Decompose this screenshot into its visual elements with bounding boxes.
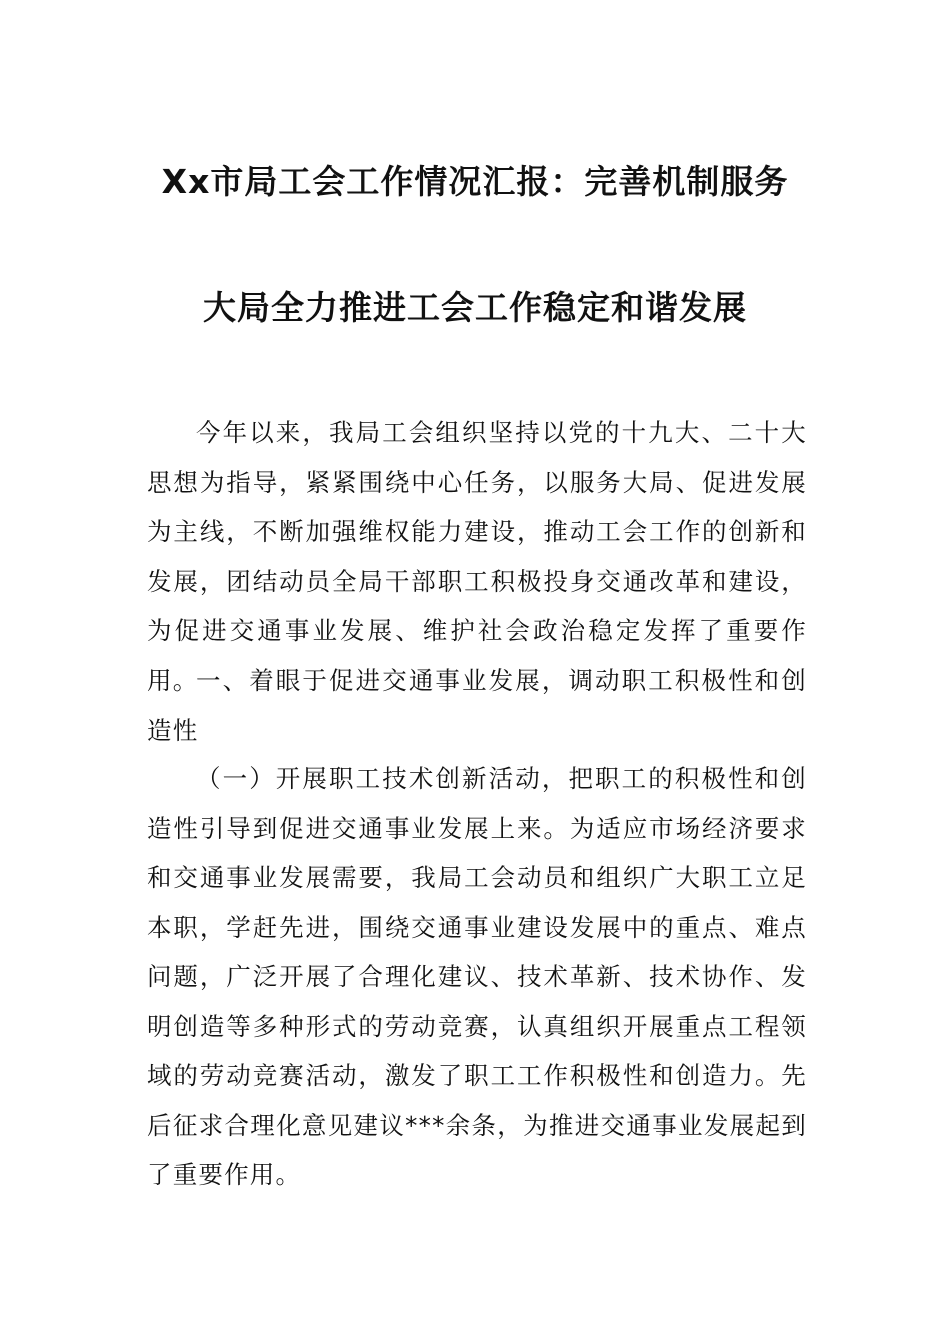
section-heading-1: 一、着眼于促进交通事业发展，调动职工积极性和创造性 xyxy=(147,666,807,745)
document-title-line-1: Xx市局工会工作情况汇报：完善机制服务 xyxy=(161,162,789,201)
intro-paragraph: 今年以来，我局工会组织坚持以党的十九大、二十大思想为指导，紧紧围绕中心任务，以服务大局、促进发展为主线，不断加强维权能力建设，推动工会工作的创新和发展，团结动员全局干部职工积极投身交通改革和建设，为促进交通事业发展、维护社会政治稳定发挥了重要作用。 xyxy=(147,418,807,695)
subsection-paragraph-1: （一）开展职工技术创新活动，把职工的积极性和创造性引导到促进交通事业发展上来。为适应市场经济要求和交通事业发展需要，我局工会动员和组织广大职工立足本职，学赶先进，围绕交通事业建设发展中的重点、难点问题，广泛开展了合理化建议、技术革新、技术协作、发明创造等多种形式的劳动竞赛，认真组织开展重点工程领域的劳动竞赛活动，激发了职工工作积极性和创造力。先后征求合理化意见建议***余条，为推进交通事业发展起到了重要作用。 xyxy=(147,764,807,1189)
document-title-line-2: 大局全力推进工会工作稳定和谐发展 xyxy=(203,288,747,327)
